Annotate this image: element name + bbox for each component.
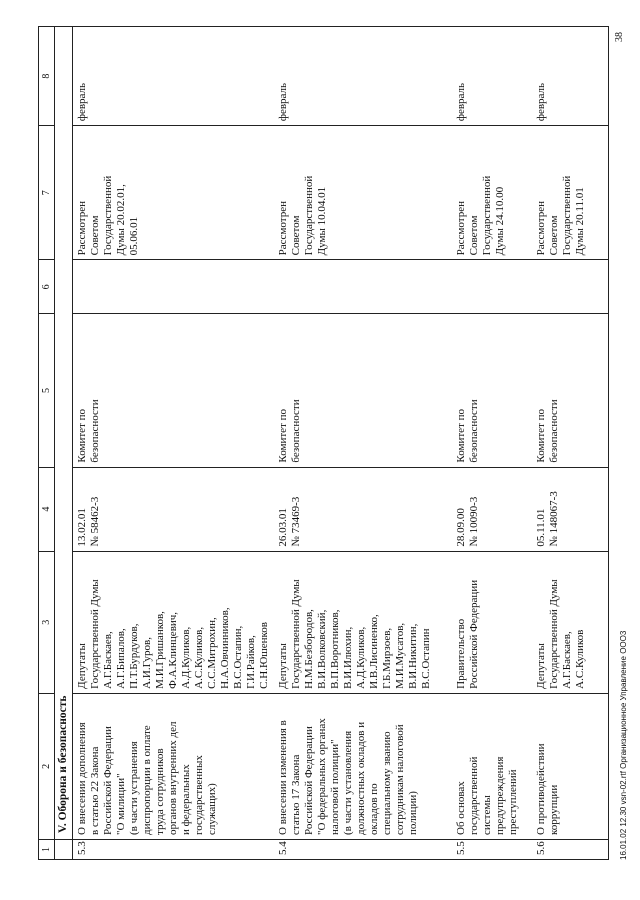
col-header-5: 5	[39, 314, 55, 467]
bill-authors: Депутаты Государственной Думы Н.М.Безбородов, В.И.Волковский, В.П.Воротников, В.И.Илюхин, А.Д.Куликов, И.В.Лисиненко, Г.Б.Мирзоев, М.И.Мусатов, В.И.Никитин, В.С.Остапин	[274, 551, 452, 693]
bill-committee: Комитет по безопасности	[274, 314, 452, 467]
bill-col6	[73, 260, 275, 314]
col-header-8: 8	[39, 27, 55, 126]
col-header-1: 1	[39, 839, 55, 859]
bill-status: Рассмотрен Советом Государственной Думы 24.10.00	[452, 126, 532, 260]
bill-title: О внесении дополнения в статью 22 Закона Российской Федерации "О милиции" (в части устранения диспропорции в оплате труда сотрудников органов внутренних дел и федеральных государственных служащих)	[73, 693, 275, 839]
bill-status: Рассмотрен Советом Государственной Думы 10.04.01	[274, 126, 452, 260]
bill-date: 13.02.01 № 58462-3	[73, 467, 275, 551]
bill-committee: Комитет по безопасности	[532, 314, 608, 467]
col-header-2: 2	[39, 693, 55, 839]
col-header-4: 4	[39, 467, 55, 551]
bill-col6	[452, 260, 532, 314]
row-number: 5.5	[452, 839, 532, 859]
table-row	[452, 27, 532, 860]
bill-committee: Комитет по безопасности	[452, 314, 532, 467]
bill-month: февраль	[73, 27, 275, 126]
page-number: 38	[614, 32, 625, 42]
col-header-7: 7	[39, 126, 55, 260]
bill-col6	[274, 260, 452, 314]
bill-title: Об основах государственной системы предупреждения преступлений	[452, 693, 532, 839]
col-header-6: 6	[39, 260, 55, 314]
bill-authors: Правительство Российской Федерации	[452, 551, 532, 693]
bill-date: 28.09.00 № 10090-3	[452, 467, 532, 551]
bill-date: 26.03.01 № 73469-3	[274, 467, 452, 551]
bill-col6	[532, 260, 608, 314]
bill-authors: Депутаты Государственной Думы А.Г.Баскаев, А.С.Куликов	[532, 551, 608, 693]
section-row	[55, 27, 73, 860]
page-footer: 16.01.02 12.30 vsn-02.rtf Организационное Управление ООО3	[619, 630, 628, 860]
row-number: 5.6	[532, 839, 608, 859]
row-number: 5.3	[73, 839, 275, 859]
bill-title: О противодействии коррупции	[532, 693, 608, 839]
col-header-3: 3	[39, 551, 55, 693]
row-number: 5.4	[274, 839, 452, 859]
bills-table	[38, 26, 609, 860]
section-title: V. Оборона и безопасность	[55, 27, 73, 840]
table-row	[73, 27, 275, 860]
bill-status: Рассмотрен Советом Государственной Думы 20.11.01	[532, 126, 608, 260]
bill-status: Рассмотрен Советом Государственной Думы 20.02.01, 05.06.01	[73, 126, 275, 260]
bill-date: 05.11.01 № 148067-3	[532, 467, 608, 551]
bill-month: февраль	[274, 27, 452, 126]
bill-title: О внесении изменения в статью 17 Закона Российской Федерации "О федеральных органах налоговой полиции" (в части установления должностных окладов и окладов по специальному званию сотрудникам налоговой полиции)	[274, 693, 452, 839]
bill-month: февраль	[532, 27, 608, 126]
header-row	[39, 27, 55, 860]
bill-authors: Депутаты Государственной Думы А.Г.Баскаев, А.Г.Бипалов, П.Т.Бурдуков, А.И.Гуров, М.И.Гришанков, Ф.А.Клинцевич, А.Д.Куликов, А.С.Куликов, С.С.Митрохин, Н.А.Овчинников, В.С.Остапин, Г.И.Райков, С.Н.Юшенков	[73, 551, 275, 693]
table-row	[532, 27, 608, 860]
table-row	[274, 27, 452, 860]
bill-month: февраль	[452, 27, 532, 126]
bill-committee: Комитет по безопасности	[73, 314, 275, 467]
